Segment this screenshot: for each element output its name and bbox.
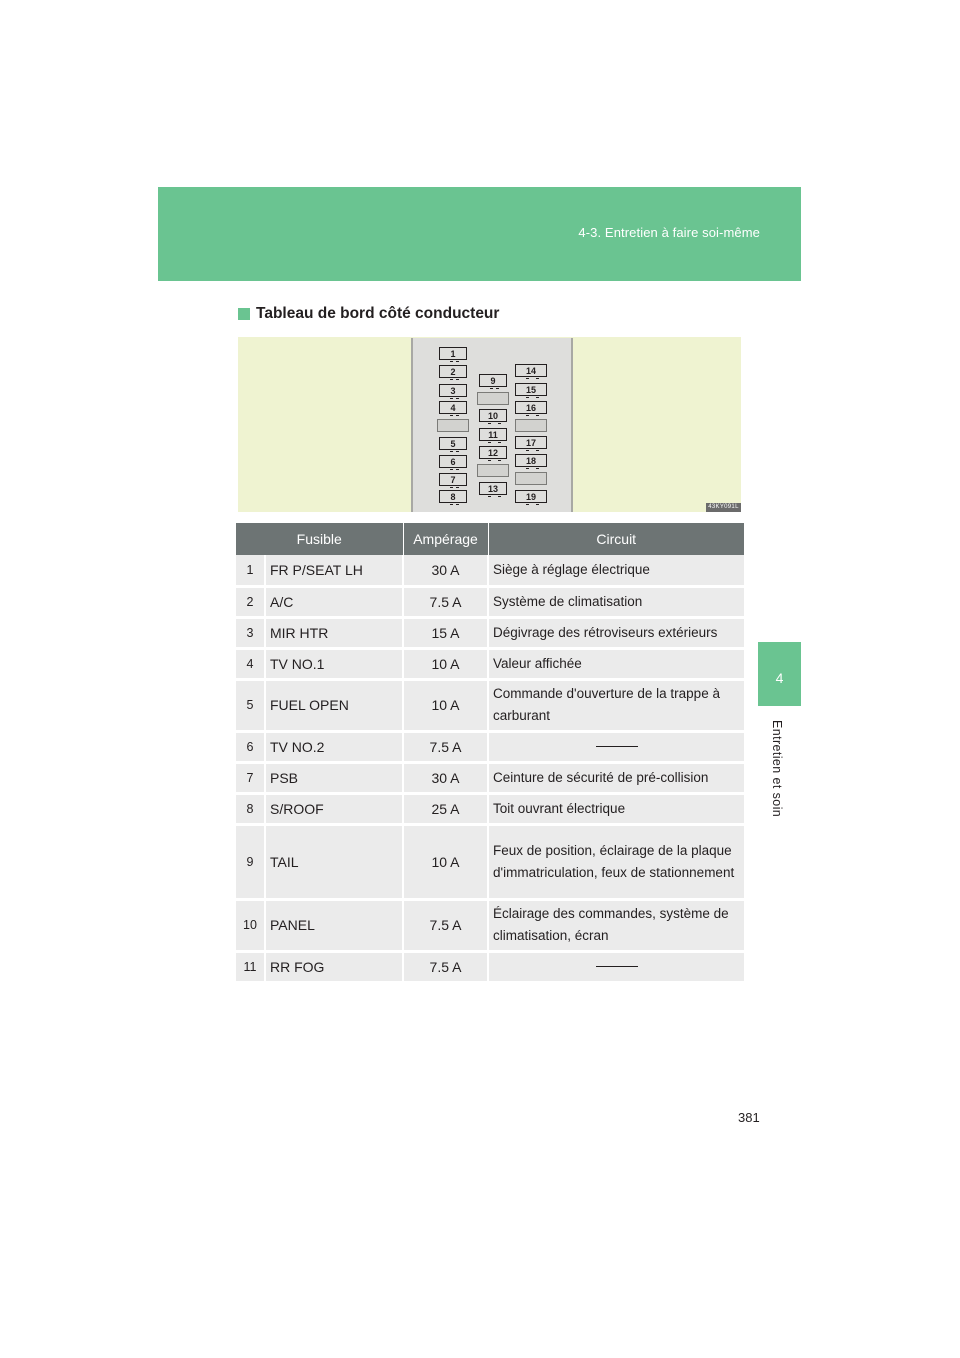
figure-code: 43KY091L [706, 503, 741, 512]
column-header-circuit: Circuit [488, 523, 744, 555]
fuse-circuit: Dégivrage des rétroviseurs extérieurs [488, 617, 744, 648]
fuse-circuit: Siège à réglage électrique [488, 555, 744, 586]
table-row [236, 648, 744, 679]
fuse-9: 9 [479, 374, 507, 387]
fuse-amperage: 25 A [403, 793, 488, 824]
table-row [236, 793, 744, 824]
header-band [158, 187, 801, 281]
fuse-number: 5 [236, 679, 265, 731]
table-row [236, 899, 744, 951]
fuse-circuit: Feux de position, éclairage de la plaque d'immatriculation, feux de stationnement [488, 824, 744, 899]
fuse-slot-empty [477, 464, 509, 477]
fuse-2: 2 [439, 365, 467, 378]
table-row [236, 731, 744, 762]
table-row [236, 679, 744, 731]
chapter-number: 4 [775, 670, 784, 686]
fuse-15: 15 [515, 383, 547, 396]
fuse-number: 7 [236, 762, 265, 793]
table-row [236, 762, 744, 793]
fuse-name: TV NO.2 [265, 731, 403, 762]
fuse-name: TV NO.1 [265, 648, 403, 679]
fuse-amperage: 7.5 A [403, 951, 488, 982]
table-row [236, 555, 744, 586]
fuse-16: 16 [515, 401, 547, 414]
fuse-11: 11 [479, 428, 507, 441]
fuse-number: 2 [236, 586, 265, 617]
fuse-13: 13 [479, 482, 507, 495]
fuse-amperage: 30 A [403, 762, 488, 793]
fuse-7: 7 [439, 473, 467, 486]
fuse-10: 10 [479, 409, 507, 422]
fuse-name: A/C [265, 586, 403, 617]
fuse-number: 9 [236, 824, 265, 899]
fuse-table [236, 523, 744, 984]
square-bullet-icon [238, 308, 250, 320]
fuse-6: 6 [439, 455, 467, 468]
fuse-19: 19 [515, 490, 547, 503]
fuse-slot-empty [515, 472, 547, 485]
chapter-label: Entretien et soin [770, 720, 784, 818]
fuse-slot-empty [437, 419, 469, 432]
fuse-number: 1 [236, 555, 265, 586]
table-row [236, 617, 744, 648]
fuse-amperage: 7.5 A [403, 731, 488, 762]
column-header-fuse: Fusible [236, 523, 403, 555]
column-header-amperage: Ampérage [403, 523, 488, 555]
fuse-5: 5 [439, 437, 467, 450]
fuse-circuit: Système de climatisation [488, 586, 744, 617]
fuse-circuit: Valeur affichée [488, 648, 744, 679]
fuse-8: 8 [439, 490, 467, 503]
fuse-name: PSB [265, 762, 403, 793]
fuse-14: 14 [515, 364, 547, 377]
fuse-name: FR P/SEAT LH [265, 555, 403, 586]
dash-mark [596, 746, 638, 747]
fuse-name: PANEL [265, 899, 403, 951]
fuse-name: S/ROOF [265, 793, 403, 824]
fuse-4: 4 [439, 401, 467, 414]
fuse-number: 3 [236, 617, 265, 648]
section-title: 4-3. Entretien à faire soi-même [578, 225, 760, 240]
fuse-number: 4 [236, 648, 265, 679]
fuse-17: 17 [515, 436, 547, 449]
heading-text: Tableau de bord côté conducteur [256, 305, 500, 322]
table-row [236, 951, 744, 982]
fuse-amperage: 15 A [403, 617, 488, 648]
fuse-circuit-none [488, 731, 744, 762]
fuse-amperage: 10 A [403, 824, 488, 899]
fuse-circuit: Ceinture de sécurité de pré-collision [488, 762, 744, 793]
fuse-18: 18 [515, 454, 547, 467]
fuse-12: 12 [479, 446, 507, 459]
fuse-number: 6 [236, 731, 265, 762]
fuse-1: 1 [439, 347, 467, 360]
fuse-amperage: 30 A [403, 555, 488, 586]
fuse-slot-empty [477, 392, 509, 405]
fuse-circuit: Éclairage des commandes, système de climatisation, écran [488, 899, 744, 951]
table-header-row [236, 523, 744, 555]
fuse-number: 11 [236, 951, 265, 982]
fuse-amperage: 7.5 A [403, 899, 488, 951]
fuse-number: 8 [236, 793, 265, 824]
fuse-number: 10 [236, 899, 265, 951]
dash-mark [596, 966, 638, 967]
page-number: 381 [738, 1110, 760, 1125]
fuse-panel [411, 338, 573, 512]
fuse-amperage: 7.5 A [403, 586, 488, 617]
fuse-name: TAIL [265, 824, 403, 899]
table-row [236, 824, 744, 899]
table-row [236, 586, 744, 617]
fuse-circuit: Toit ouvrant électrique [488, 793, 744, 824]
fuse-name: FUEL OPEN [265, 679, 403, 731]
section-heading [238, 305, 499, 323]
chapter-tab[interactable] [758, 642, 801, 706]
fuse-amperage: 10 A [403, 679, 488, 731]
fuse-name: RR FOG [265, 951, 403, 982]
fuse-circuit-none [488, 951, 744, 982]
fuse-circuit: Commande d'ouverture de la trappe à carburant [488, 679, 744, 731]
fuse-3: 3 [439, 384, 467, 397]
fuse-name: MIR HTR [265, 617, 403, 648]
fuse-slot-empty [515, 419, 547, 432]
fuse-amperage: 10 A [403, 648, 488, 679]
